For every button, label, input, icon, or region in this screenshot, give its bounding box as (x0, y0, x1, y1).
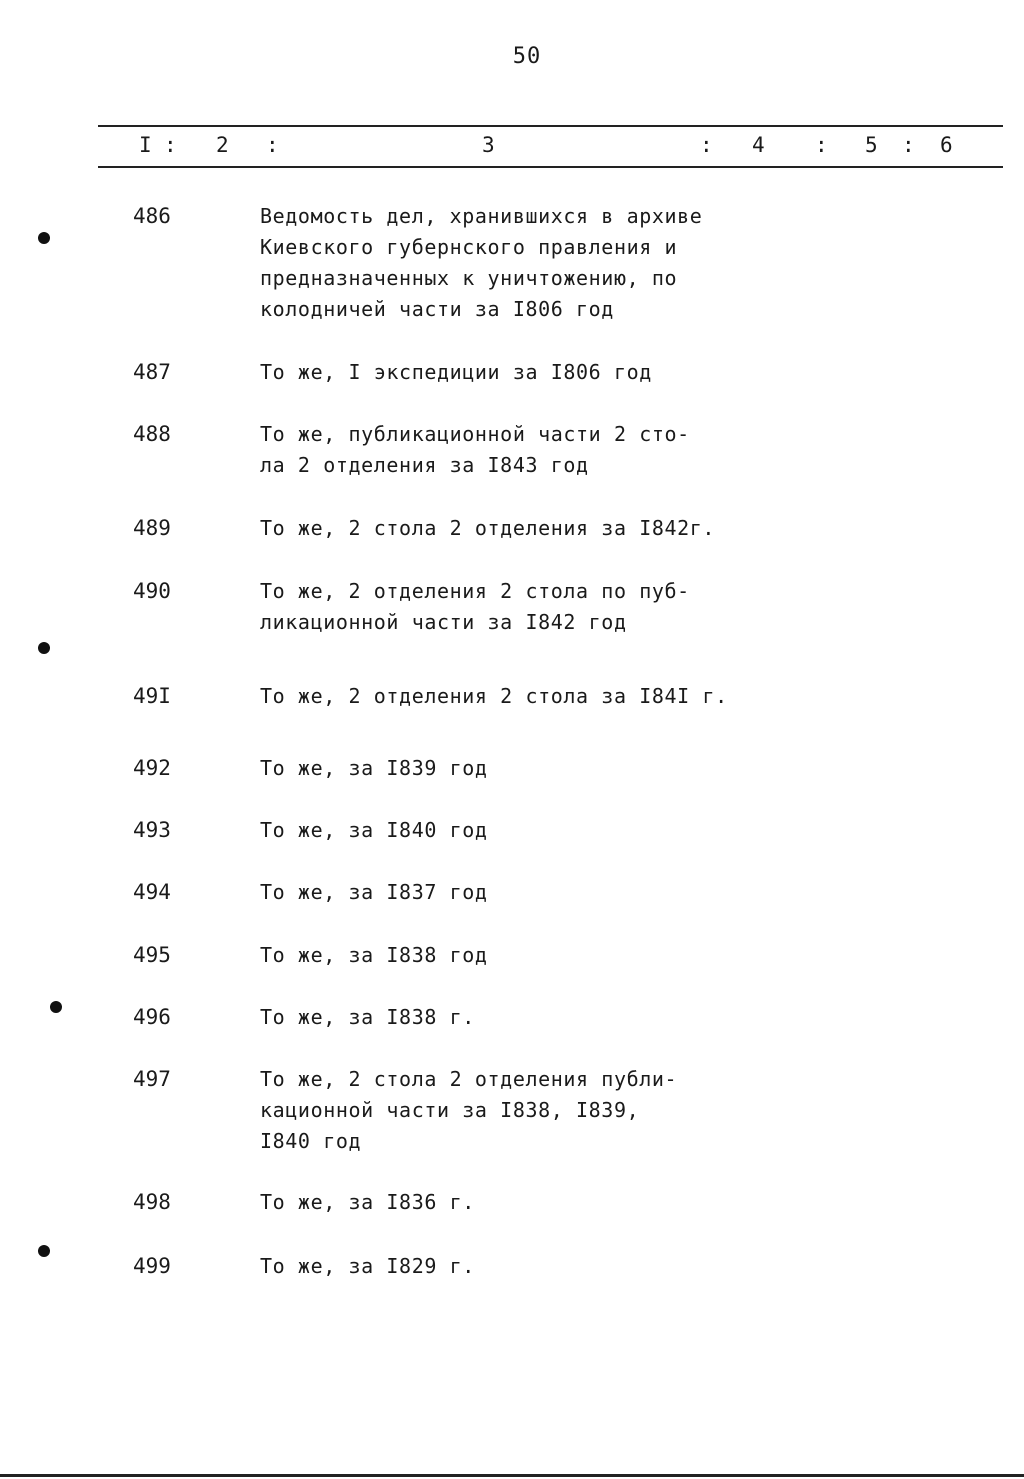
column-header-5: 5 (865, 133, 878, 157)
binder-hole-mark (50, 1001, 62, 1013)
entry-number: 489 (133, 516, 171, 540)
entry-description: То же, за I829 г. (260, 1254, 475, 1278)
entry-description: Ведомость дел, хранившихся в архиве Киевского губернского правления и предназначенных к уничтожению, по колодничей части за I806 год (260, 204, 703, 321)
entry-description: То же, 2 стола 2 отделения публи- кационной части за I838, I839, I840 год (260, 1067, 678, 1153)
entry-number: 488 (133, 422, 171, 446)
entry-number: 497 (133, 1067, 171, 1091)
column-separator: : (266, 133, 279, 157)
binder-hole-mark (38, 1245, 50, 1257)
entry-description: То же, за I840 год (260, 818, 488, 842)
column-separator: : (700, 133, 713, 157)
entry-number: 49I (133, 684, 171, 708)
entry-number: 495 (133, 943, 171, 967)
entry-description: То же, за I838 г. (260, 1005, 475, 1029)
column-header-1: I (139, 133, 152, 157)
entry-number: 490 (133, 579, 171, 603)
binder-hole-mark (38, 642, 50, 654)
entry-number: 496 (133, 1005, 171, 1029)
entry-description: То же, публикационной части 2 сто- ла 2 отделения за I843 год (260, 422, 690, 477)
column-header-2: 2 (216, 133, 229, 157)
entry-number: 499 (133, 1254, 171, 1278)
entry-number: 494 (133, 880, 171, 904)
column-separator: : (815, 133, 828, 157)
entry-number: 493 (133, 818, 171, 842)
entry-description: То же, за I836 г. (260, 1190, 475, 1214)
entry-description: То же, за I838 год (260, 943, 488, 967)
column-header-3: 3 (482, 133, 495, 157)
page-bottom-edge (0, 1474, 1024, 1477)
column-header-4: 4 (752, 133, 765, 157)
entry-number: 486 (133, 204, 171, 228)
entry-description: То же, за I839 год (260, 756, 488, 780)
entry-description: То же, 2 отделения 2 стола за I84I г. (260, 684, 728, 708)
column-separator: : (902, 133, 915, 157)
binder-hole-mark (38, 232, 50, 244)
entry-description: То же, I экспедиции за I806 год (260, 360, 652, 384)
page-number: 50 (512, 44, 542, 69)
entry-description: То же, за I837 год (260, 880, 488, 904)
entry-number: 487 (133, 360, 171, 384)
entry-number: 492 (133, 756, 171, 780)
header-top-rule (98, 125, 1003, 127)
column-header-6: 6 (940, 133, 953, 157)
entry-number: 498 (133, 1190, 171, 1214)
entry-description: То же, 2 отделения 2 стола по пуб- ликационной части за I842 год (260, 579, 690, 634)
entry-description: То же, 2 стола 2 отделения за I842г. (260, 516, 716, 540)
column-separator: : (164, 133, 177, 157)
header-bottom-rule (98, 166, 1003, 168)
